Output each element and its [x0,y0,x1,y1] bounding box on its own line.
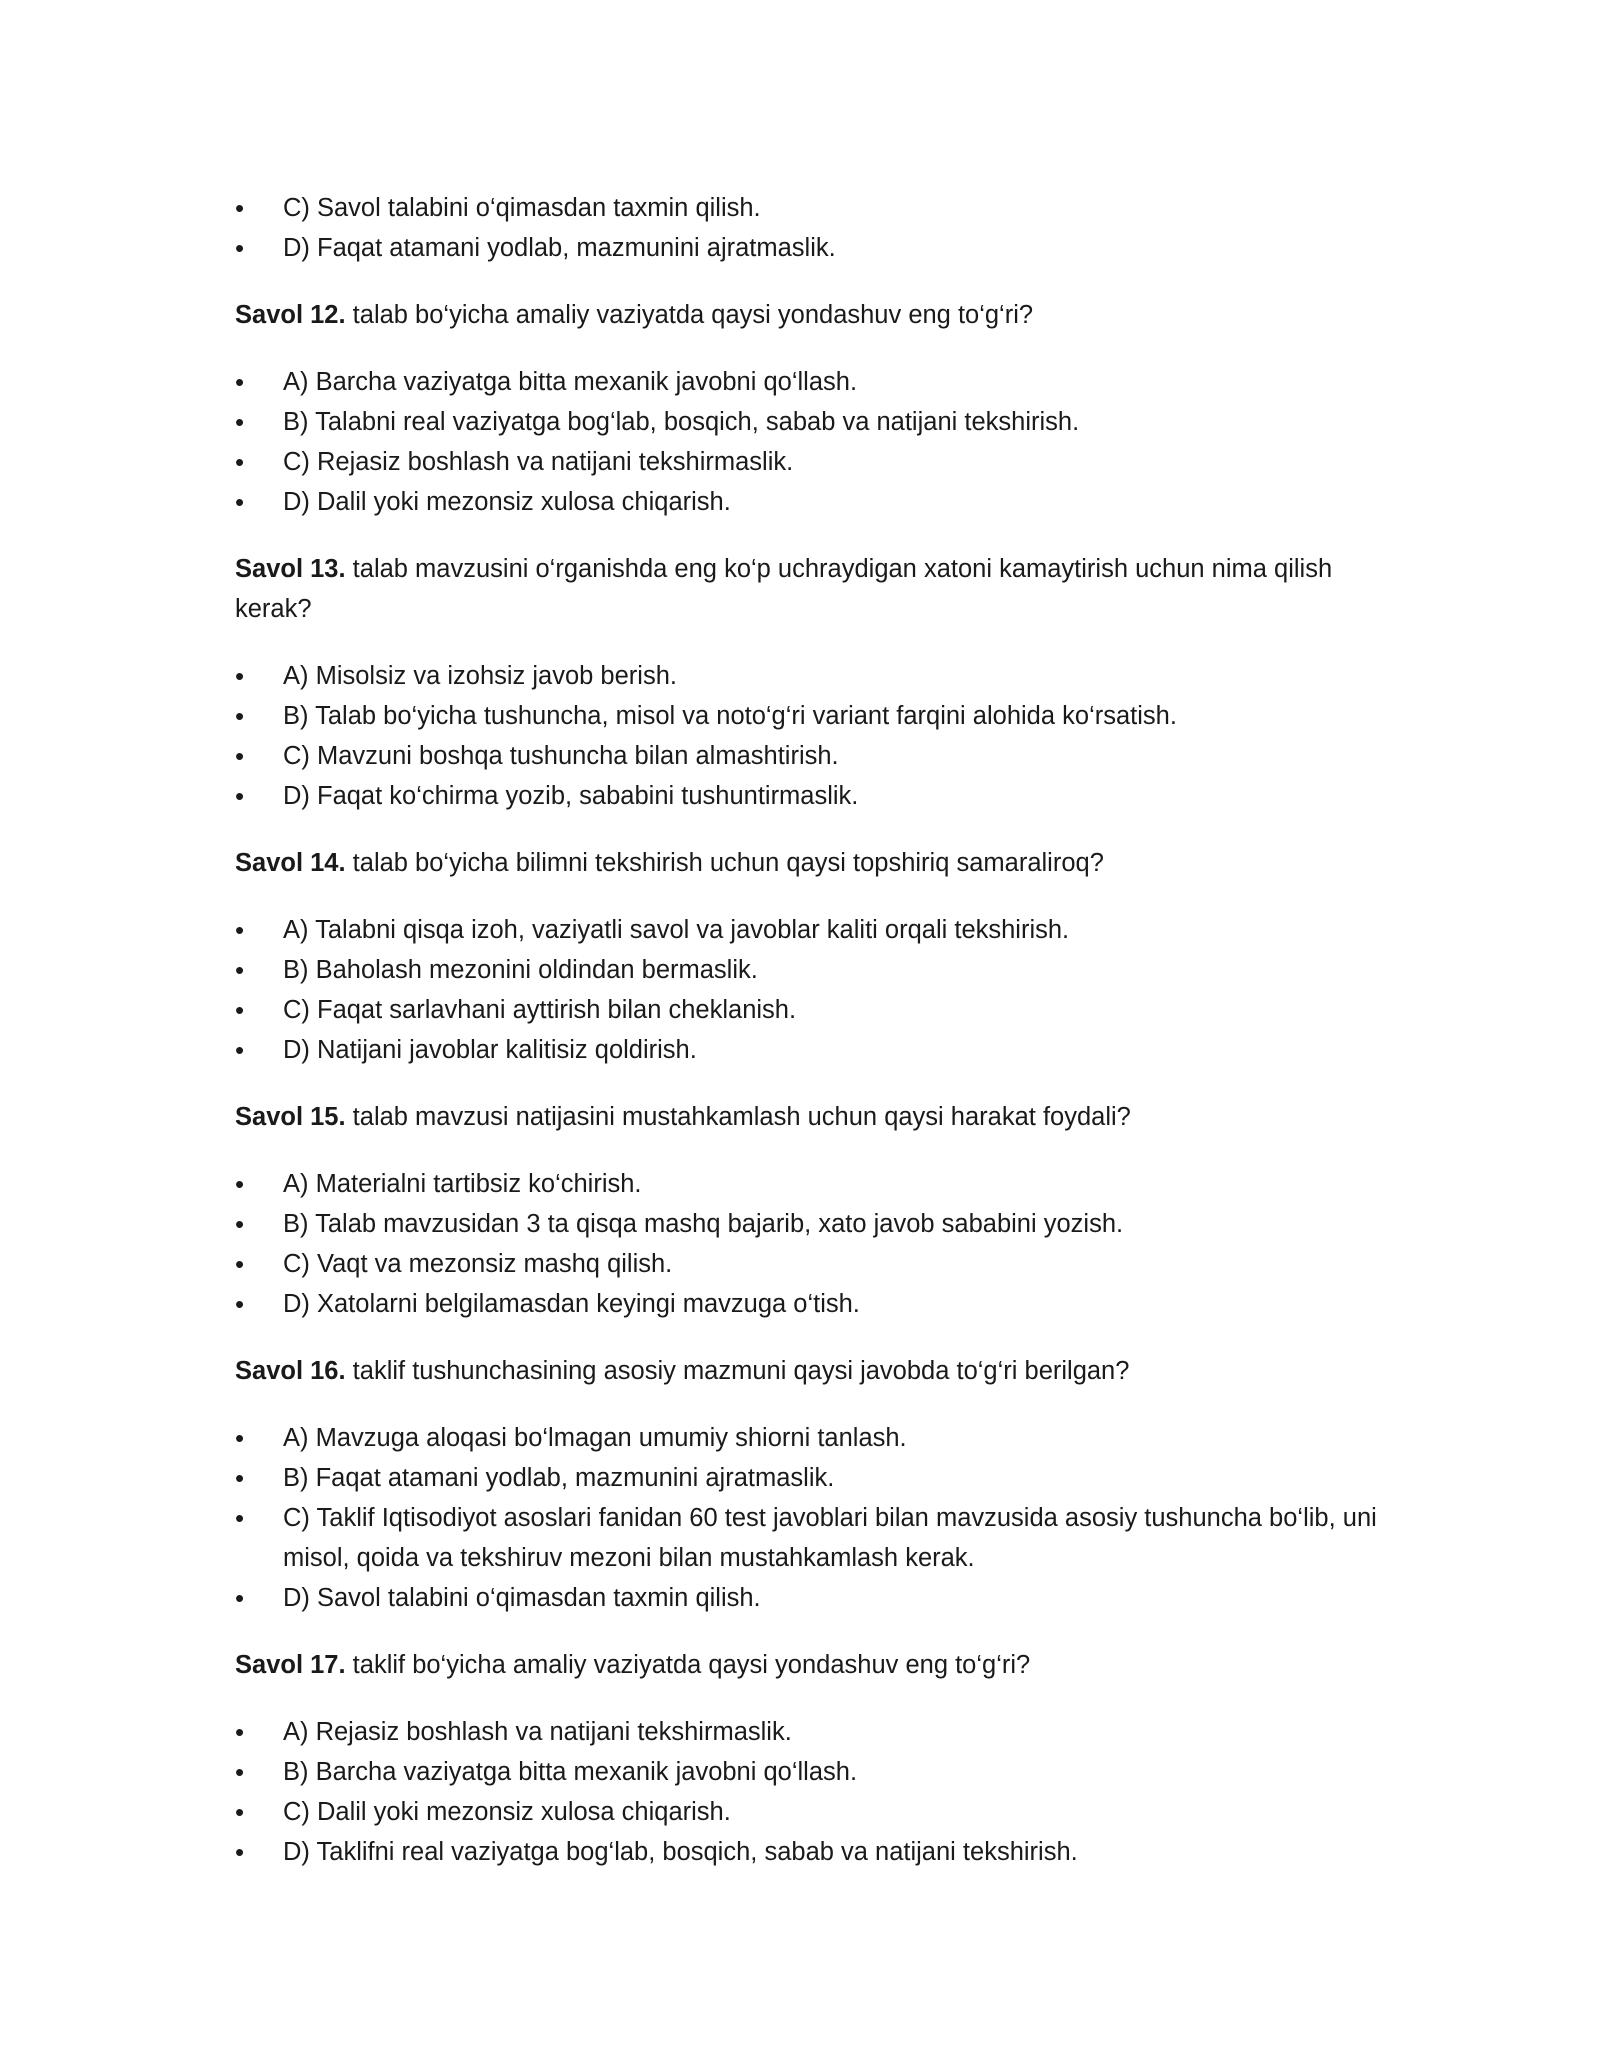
option-item: • C) Savol talabini o‘qimasdan taxmin qilish. [235,188,1380,228]
option-list [235,910,1380,1070]
option-item: • A) Misolsiz va izohsiz javob berish. [235,656,1380,696]
question-body: taklif bo‘yicha amaliy vaziyatda qaysi yondashuv eng to‘g‘ri? [352,1651,1031,1679]
option-list [235,362,1380,522]
question-label: Savol 13. [235,555,346,583]
option-item: • A) Talabni qisqa izoh, vaziyatli savol va javoblar kaliti orqali tekshirish. [235,910,1380,950]
option-list [235,1418,1380,1618]
option-item: • D) Dalil yoki mezonsiz xulosa chiqarish. [235,482,1380,522]
option-item: • D) Faqat atamani yodlab, mazmunini ajratmaslik. [235,228,1380,268]
option-item: • B) Talab bo‘yicha tushuncha, misol va noto‘g‘ri variant farqini alohida ko‘rsatish. [235,696,1380,736]
question-text [235,295,1380,335]
question-body: talab mavzusini o‘rganishda eng ko‘p uchraydigan xatoni kamaytirish uchun nima qilish kerak? [235,555,1333,623]
option-item: • D) Savol talabini o‘qimasdan taxmin qilish. [235,1578,1380,1618]
question-text [235,843,1380,883]
document-page [235,188,1380,1872]
option-list [235,656,1380,816]
option-item: • D) Natijani javoblar kalitisiz qoldirish. [235,1030,1380,1070]
option-item: • C) Rejasiz boshlash va natijani tekshirmaslik. [235,442,1380,482]
question-text [235,1097,1380,1137]
option-item: • C) Faqat sarlavhani ayttirish bilan cheklanish. [235,990,1380,1030]
option-item: • B) Talab mavzusidan 3 ta qisqa mashq bajarib, xato javob sababini yozish. [235,1204,1380,1244]
option-item: • C) Taklif Iqtisodiyot asoslari fanidan 60 test javoblari bilan mavzusida asosiy tushuncha bo‘lib, uni misol, qoida va tekshiruv mezoni bilan mustahkamlash kerak. [235,1498,1380,1578]
option-item: • A) Mavzuga aloqasi bo‘lmagan umumiy shiorni tanlash. [235,1418,1380,1458]
question-body: talab bo‘yicha amaliy vaziyatda qaysi yondashuv eng to‘g‘ri? [352,301,1034,329]
option-list [235,188,1380,268]
option-list [235,1164,1380,1324]
question-label: Savol 16. [235,1357,346,1385]
question-text [235,549,1380,629]
option-item: • A) Barcha vaziyatga bitta mexanik javobni qo‘llash. [235,362,1380,402]
option-item: • D) Taklifni real vaziyatga bog‘lab, bosqich, sabab va natijani tekshirish. [235,1832,1380,1872]
question-label: Savol 17. [235,1651,346,1679]
question-body: taklif tushunchasining asosiy mazmuni qaysi javobda to‘g‘ri berilgan? [352,1357,1130,1385]
option-item: • C) Dalil yoki mezonsiz xulosa chiqarish. [235,1792,1380,1832]
option-item: • B) Faqat atamani yodlab, mazmunini ajratmaslik. [235,1458,1380,1498]
question-label: Savol 14. [235,849,346,877]
question-label: Savol 15. [235,1103,346,1131]
question-body: talab mavzusi natijasini mustahkamlash uchun qaysi harakat foydali? [352,1103,1131,1131]
option-item: • A) Materialni tartibsiz ko‘chirish. [235,1164,1380,1204]
question-text [235,1351,1380,1391]
option-item: • C) Vaqt va mezonsiz mashq qilish. [235,1244,1380,1284]
option-item: • C) Mavzuni boshqa tushuncha bilan almashtirish. [235,736,1380,776]
option-item: • B) Baholash mezonini oldindan bermaslik. [235,950,1380,990]
question-body: talab bo‘yicha bilimni tekshirish uchun qaysi topshiriq samaraliroq? [352,849,1104,877]
question-label: Savol 12. [235,301,346,329]
option-item: • D) Xatolarni belgilamasdan keyingi mavzuga o‘tish. [235,1284,1380,1324]
option-item: • B) Talabni real vaziyatga bog‘lab, bosqich, sabab va natijani tekshirish. [235,402,1380,442]
question-text [235,1645,1380,1685]
option-item: • B) Barcha vaziyatga bitta mexanik javobni qo‘llash. [235,1752,1380,1792]
option-item: • A) Rejasiz boshlash va natijani tekshirmaslik. [235,1712,1380,1752]
option-list [235,1712,1380,1872]
option-item: • D) Faqat ko‘chirma yozib, sababini tushuntirmaslik. [235,776,1380,816]
